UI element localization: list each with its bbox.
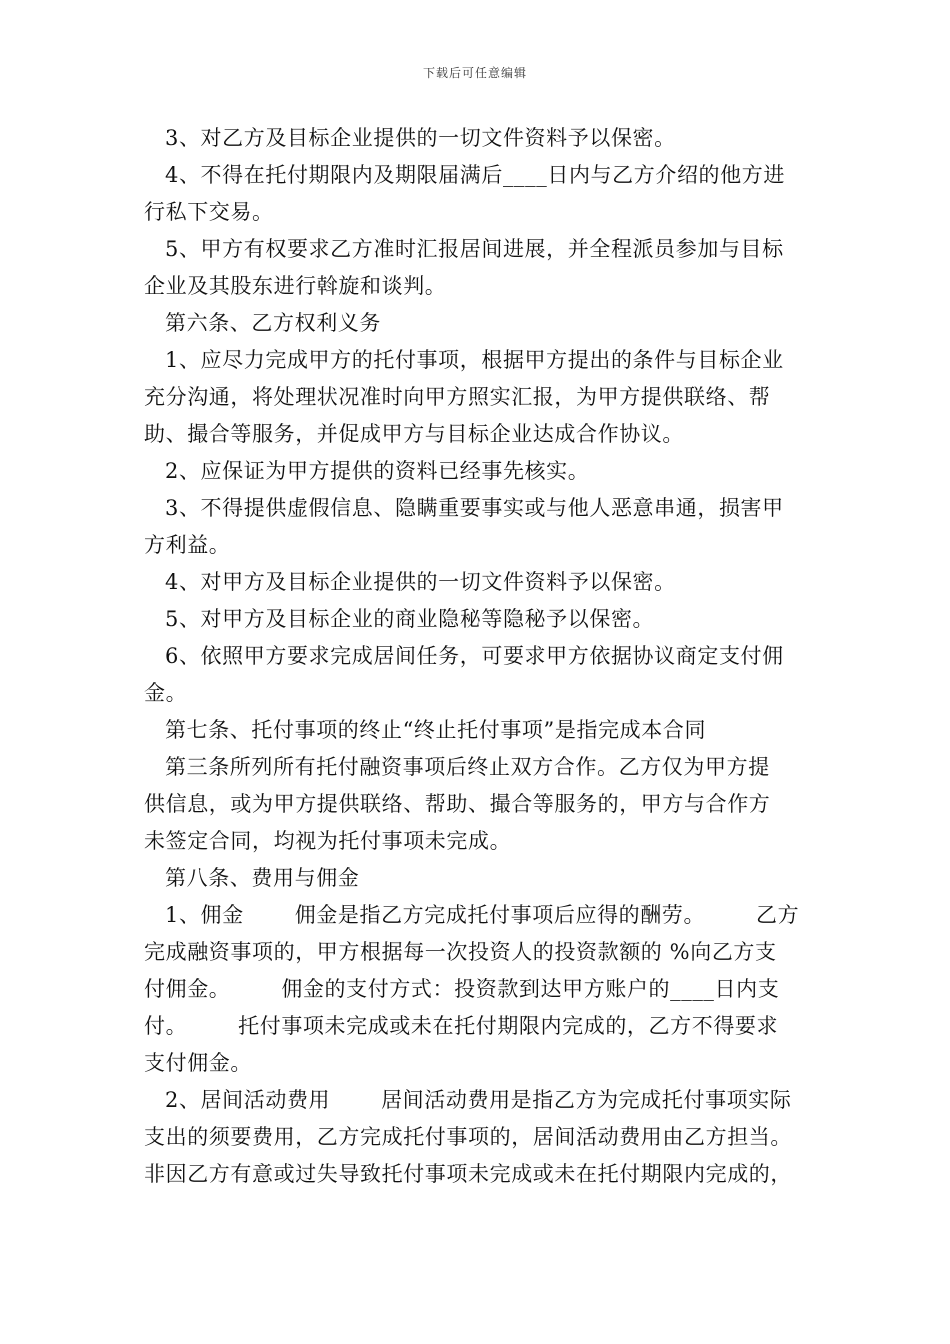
paragraph-line: 3、对乙方及目标企业提供的一切文件资料予以保密。 [165,126,676,150]
section-heading: 第六条、乙方权利义务 [165,311,381,335]
paragraph-line: 1、应尽力完成甲方的托付事项，根据甲方提出的条件与目标企业 [165,348,784,372]
paragraph-line: 充分沟通，将处理状况准时向甲方照实汇报，为甲方提供联络、帮 [144,385,771,409]
paragraph-line: 6、依照甲方要求完成居间任务，可要求甲方依据协议商定支付佣 [165,644,784,668]
paragraph-line: 付佣金。 佣金的支付方式：投资款到达甲方账户的____日内支 [144,977,780,1001]
paragraph-line: 完成融资事项的，甲方根据每一次投资人的投资款额的 %向乙方支 [144,940,777,964]
paragraph-line: 方利益。 [144,533,231,557]
section-heading: 第七条、托付事项的终止“终止托付事项”是指完成本合同 [165,718,707,742]
document-body [144,120,824,1193]
page-header: 下载后可任意编辑 [422,66,527,80]
paragraph-line: 5、对甲方及目标企业的商业隐秘等隐秘予以保密。 [165,607,655,631]
paragraph-line: 企业及其股东进行斡旋和谈判。 [144,274,447,298]
paragraph-line: 4、对甲方及目标企业提供的一切文件资料予以保密。 [165,570,676,594]
paragraph-line: 3、不得提供虚假信息、隐瞒重要事实或与他人恶意串通，损害甲 [165,496,784,520]
paragraph-line: 非因乙方有意或过失导致托付事项未完成或未在托付期限内完成的， [144,1162,792,1186]
paragraph-line: 第三条所列所有托付融资事项后终止双方合作。乙方仅为甲方提 [165,755,770,779]
paragraph-line: 助、撮合等服务，并促成甲方与目标企业达成合作协议。 [144,422,684,446]
paragraph-line: 付。 托付事项未完成或未在托付期限内完成的，乙方不得要求 [144,1014,779,1038]
paragraph-line: 4、不得在托付期限内及期限届满后____日内与乙方介绍的他方进 [165,163,785,187]
paragraph-line: 支出的须要费用，乙方完成托付事项的，居间活动费用由乙方担当。 [144,1125,792,1149]
paragraph-line: 5、甲方有权要求乙方准时汇报居间进展，并全程派员参加与目标 [165,237,784,261]
paragraph-line: 2、应保证为甲方提供的资料已经事先核实。 [165,459,590,483]
paragraph-line: 金。 [144,681,188,705]
paragraph-line: 2、居间活动费用 居间活动费用是指乙方为完成托付事项实际 [165,1088,792,1112]
paragraph-line: 1、佣金 佣金是指乙方完成托付事项后应得的酬劳。 乙方 [165,903,800,927]
section-heading: 第八条、费用与佣金 [165,866,360,890]
paragraph-line: 供信息，或为甲方提供联络、帮助、撮合等服务的，甲方与合作方 [144,792,771,816]
paragraph-line: 支付佣金。 [144,1051,252,1075]
paragraph-line: 行私下交易。 [144,200,274,224]
paragraph-line: 未签定合同，均视为托付事项未完成。 [144,829,512,853]
